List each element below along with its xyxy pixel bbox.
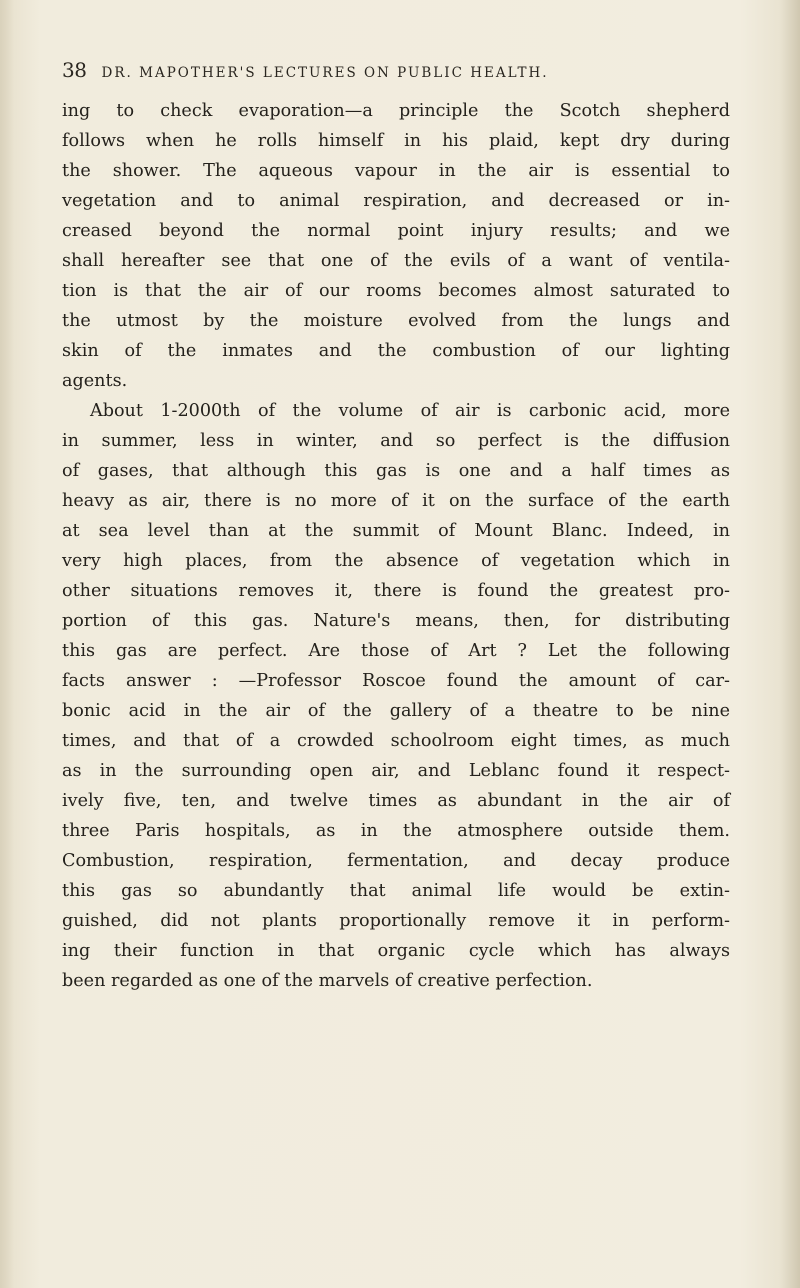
text-line: this gas are perfect. Are those of Art ? Let the following [62,641,730,661]
page-header [62,58,722,82]
text-line: portion of this gas. Nature's means, then, for distributing [62,611,730,631]
text-line: tion is that the air of our rooms becomes almost saturated to [62,281,730,301]
text-line: vegetation and to animal respiration, and decreased or in- [62,191,730,211]
text-line: in summer, less in winter, and so perfect is the diffusion [62,431,730,451]
text-line: as in the surrounding open air, and Leblanc found it respect- [62,761,730,781]
text-line: agents. [62,371,128,391]
text-line: ively five, ten, and twelve times as abundant in the air of [62,791,730,811]
paragraph-1 [62,96,730,396]
running-title: DR. MAPOTHER'S LECTURES ON PUBLIC HEALTH. [101,65,549,81]
text-line: About 1-2000th of the volume of air is carbonic acid, more [90,401,730,421]
text-line: this gas so abundantly that animal life would be extin- [62,881,730,901]
text-line: of gases, that although this gas is one and a half times as [62,461,730,481]
text-line: creased beyond the normal point injury results; and we [62,221,730,241]
text-line: skin of the inmates and the combustion of our lighting [62,341,730,361]
text-line: times, and that of a crowded schoolroom eight times, as much [62,731,730,751]
text-line: Combustion, respiration, fermentation, and decay produce [62,851,730,871]
text-line: ing their function in that organic cycle which has always [62,941,730,961]
page-number: 38 [62,58,87,82]
text-line: very high places, from the absence of vegetation which in [62,551,730,571]
text-line: ing to check evaporation—a principle the Scotch shepherd [62,101,730,121]
text-line: heavy as air, there is no more of it on the surface of the earth [62,491,730,511]
text-line: follows when he rolls himself in his plaid, kept dry during [62,131,730,151]
text-line: at sea level than at the summit of Mount Blanc. Indeed, in [62,521,730,541]
text-line: guished, did not plants proportionally remove it in perform- [62,911,730,931]
text-line: the shower. The aqueous vapour in the air is essential to [62,161,730,181]
text-line: facts answer : —Professor Roscoe found the amount of car- [62,671,730,691]
binding-gutter-shadow [0,0,14,1288]
body-text [62,96,730,996]
text-line: shall hereafter see that one of the evils of a want of ventila- [62,251,730,271]
text-line: bonic acid in the air of the gallery of a theatre to be nine [62,701,730,721]
text-line: three Paris hospitals, as in the atmosphere outside them. [62,821,730,841]
text-line: the utmost by the moisture evolved from the lungs and [62,311,730,331]
paragraph-2 [62,396,730,996]
text-line: other situations removes it, there is found the greatest pro- [62,581,730,601]
text-line: been regarded as one of the marvels of creative perfection. [62,971,593,991]
